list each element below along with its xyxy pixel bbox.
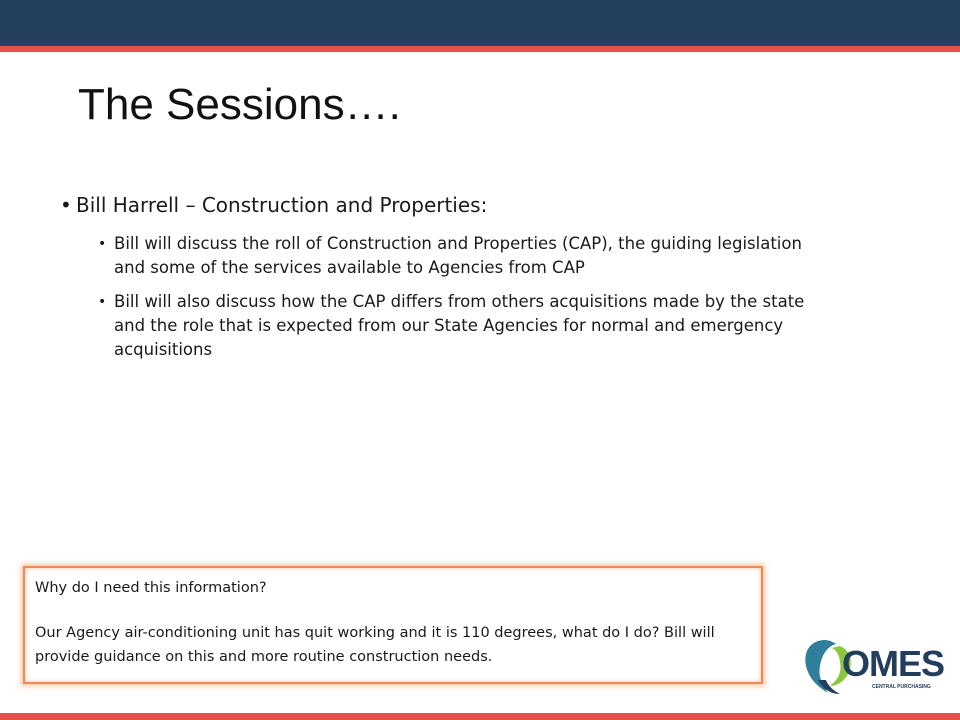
footer-accent-line	[0, 713, 960, 720]
logo-tagline: CENTRAL PURCHASING	[872, 684, 931, 690]
slide-title: The Sessions….	[78, 80, 401, 129]
callout-box	[23, 566, 763, 684]
sub-bullet: • Bill will also discuss how the CAP differs from others acquisitions made by the state and the role that is expected from our State Agencies for normal and emergency acquisitions	[98, 290, 814, 362]
callout-question: Why do I need this information?	[35, 580, 267, 596]
header-bar	[0, 0, 960, 46]
header-accent-line	[0, 46, 960, 52]
bullet-list	[60, 192, 805, 362]
omes-logo	[800, 636, 945, 698]
logo-wordmark: OMES	[842, 643, 945, 684]
callout-answer: Our Agency air-conditioning unit has quit working and it is 110 degrees, what do I do? Bill will provide guidance on this and more routine construction needs.	[35, 625, 715, 665]
main-bullet: • Bill Harrell – Construction and Properties:	[60, 192, 800, 218]
sub-bullet: • Bill will discuss the roll of Construction and Properties (CAP), the guiding legislation and some of the services available to Agencies from CAP	[98, 232, 814, 280]
